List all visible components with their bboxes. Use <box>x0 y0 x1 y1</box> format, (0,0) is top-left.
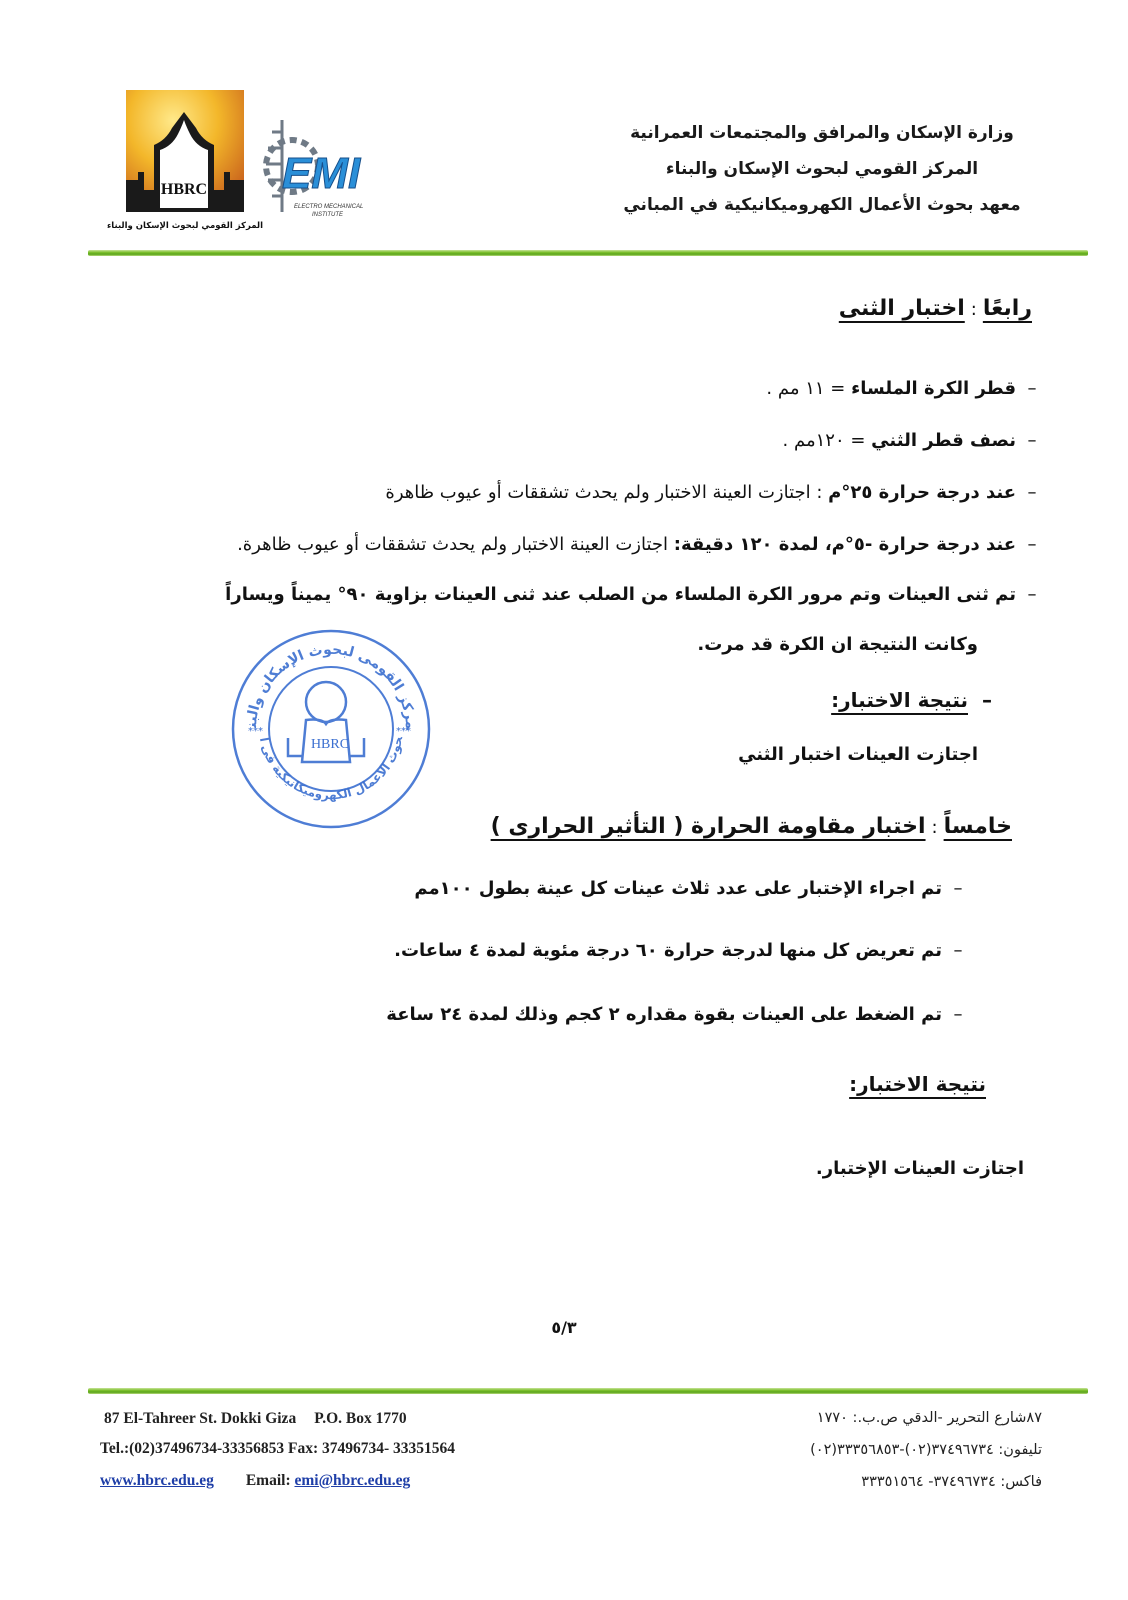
footer-divider <box>88 1388 1088 1394</box>
hbrc-logo-subtext: المركز القومي لبحوث الإسكان والبناء <box>106 221 264 231</box>
section4-heading: رابعًا:اختبار الثنى <box>838 296 1032 321</box>
svg-text:المركز القومى لبحوث الإسكان وا <box>226 624 418 731</box>
ministry-name: وزارة الإسكان والمرافق والمجتمعات العمرانية <box>630 123 1014 143</box>
emi-logo-text: EMI <box>282 149 361 198</box>
section4-bullet: –نصف قطر الثني = ١٢٠مم . <box>782 430 1037 451</box>
svg-text:***: *** <box>248 726 263 737</box>
section5-bullet: –تم الضغط على العينات بقوة مقداره ٢ كجم وذلك لمدة ٢٤ ساعة <box>386 1004 963 1025</box>
svg-text:INSTITUTE: INSTITUTE <box>312 212 343 218</box>
footer-phone-ar: تليفون: ٣٧٤٩٦٧٣٤(٠٢)-٣٣٣٥٦٨٥٣(٠٢) <box>810 1442 1042 1458</box>
stamp-logo-text: HBRC <box>310 737 350 752</box>
svg-text:***: *** <box>396 726 411 737</box>
svg-text:ELECTRO MECHANICAL: ELECTRO MECHANICAL <box>294 204 364 210</box>
section4-result-text: اجتازت العينات اختبار الثني <box>738 744 978 765</box>
section5-result-heading: نتيجة الاختبار: <box>849 1072 986 1096</box>
website-link[interactable]: www.hbrc.edu.eg <box>100 1472 214 1489</box>
footer-address-ar: ٨٧شارع التحرير -الدقي ص.ب.: ١٧٧٠ <box>816 1410 1042 1426</box>
section4-title: اختبار الثنى <box>838 296 965 321</box>
stamp-outer-text: مركز القومى لبحوث الإسكان والبن <box>243 641 419 731</box>
section4-bullet: –عند درجة حرارة ٢٥°م : اجتازت العينة الاختبار ولم يحدث تشققات أو عيوب ظاهرة <box>385 482 1037 503</box>
section5-result-text: اجتازت العينات الإختبار. <box>815 1158 1024 1179</box>
section4-bullet: –عند درجة حرارة -٥°م، لمدة ١٢٠ دقيقة: اجتازت العينة الاختبار ولم يحدث تشققات أو عيوب ظاهرة. <box>237 534 1037 555</box>
section4-result-heading-row: –نتيجة الاختبار: <box>831 688 992 712</box>
footer-tel-fax-en: Tel.:(02)37496734-33356853 Fax: 37496734- 33351564 <box>100 1440 456 1457</box>
section4-result-heading: نتيجة الاختبار: <box>831 688 968 712</box>
emi-logo <box>252 112 372 222</box>
institute-name: معهد بحوث الأعمال الكهروميكانيكية في المباني <box>623 195 1021 215</box>
email-link[interactable]: emi@hbrc.edu.eg <box>294 1472 411 1489</box>
section5-title: اختبار مقاومة الحرارة ( التأثير الحرارى ) <box>490 814 926 839</box>
organization-header <box>612 115 1032 223</box>
footer-links-en: www.hbrc.edu.eg Email: emi@hbrc.edu.eg <box>100 1472 411 1489</box>
header-divider <box>88 250 1088 256</box>
hbrc-logo-text: HBRC <box>160 181 208 198</box>
institute-stamp <box>226 624 436 834</box>
section4-number: رابعًا <box>982 296 1032 321</box>
section5-bullet: –تم تعريض كل منها لدرجة حرارة ٦٠ درجة مئوية لمدة ٤ ساعات. <box>394 940 963 961</box>
stamp-inner-text: حوث الاعمال الكهروميكانيكية فى ا <box>256 735 406 803</box>
section5-bullet: –تم اجراء الإختبار على عدد ثلاث عينات كل عينة بطول ١٠٠مم <box>414 878 963 899</box>
section5-heading: خامساً:اختبار مقاومة الحرارة ( التأثير الحرارى ) <box>490 814 1012 839</box>
section4-continuation: وكانت النتيجة ان الكرة قد مرت. <box>697 634 978 655</box>
center-name: المركز القومي لبحوث الإسكان والبناء <box>665 159 979 179</box>
section4-bullet: –تم ثنى العينات وتم مرور الكرة الملساء من الصلب عند ثنى العينات بزاوية ٩٠° يميناً ويساراً <box>225 584 1037 605</box>
footer-fax-ar: فاكس: ٣٧٤٩٦٧٣٤- ٣٣٣٥١٥٦٤ <box>861 1474 1042 1490</box>
footer-address-en: 87 El-Tahreer St. Dokki Giza P.O. Box 1770 <box>104 1410 407 1427</box>
hbrc-logo <box>106 90 264 235</box>
section4-bullet: –قطر الكرة الملساء = ١١ مم . <box>766 378 1037 399</box>
section5-number: خامساً <box>943 814 1012 839</box>
page-number: ٥/٣ <box>551 1318 577 1337</box>
